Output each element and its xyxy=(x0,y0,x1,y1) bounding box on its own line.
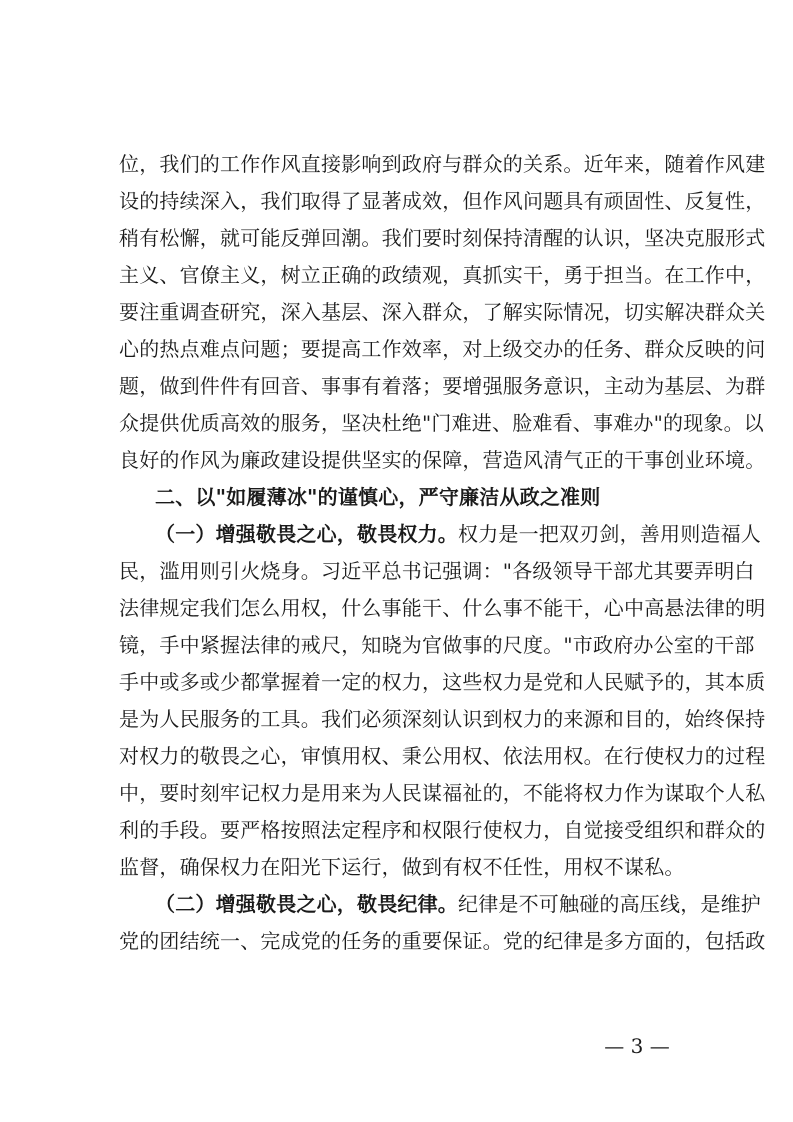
page-number: — 3 — xyxy=(604,1034,670,1058)
text-line: 手中或多或少都掌握着一定的权力，这些权力是党和人民赋予的，其本质 xyxy=(119,670,766,694)
text-line: 民，滥用则引火烧身。习近平总书记强调："各级领导干部尤其要弄明白 xyxy=(119,559,755,583)
text-line: 对权力的敬畏之心，审慎用权、秉公用权、依法用权。在行使权力的过程 xyxy=(119,744,766,768)
text-line: 党的团结统一、完成党的任务的重要保证。党的纪律是多方面的，包括政 xyxy=(119,929,766,953)
text-line: 众提供优质高效的服务，坚决杜绝"门难进、脸难看、事难办"的现象。以 xyxy=(119,411,764,435)
text-line: 心的热点难点问题；要提高工作效率，对上级交办的任务、群众反映的问 xyxy=(119,337,766,361)
text-line: 设的持续深入，我们取得了显著成效，但作风问题具有顽固性、反复性， xyxy=(119,189,766,213)
text-line: 主义、官僚主义，树立正确的政绩观，真抓实干，勇于担当。在工作中， xyxy=(119,263,766,287)
text-line: 良好的作风为廉政建设提供坚实的保障，营造风清气正的干事创业环境。 xyxy=(119,448,766,472)
section-heading: 二、以"如履薄冰"的谨慎心，严守廉洁从政之准则 xyxy=(155,485,601,509)
text-line: 稍有松懈，就可能反弹回潮。我们要时刻保持清醒的认识，坚决克服形式 xyxy=(119,226,766,250)
text-line: 是为人民服务的工具。我们必须深刻认识到权力的来源和目的，始终保持 xyxy=(119,707,766,731)
text-span: 纪律是不可触碰的高压线，是维护 xyxy=(458,892,761,916)
subsection-label: （一）增强敬畏之心，敬畏权力。 xyxy=(155,522,458,546)
subsection-first-line xyxy=(119,886,761,923)
subsection-label: （二）增强敬畏之心，敬畏纪律。 xyxy=(155,892,458,916)
subsection-first-line xyxy=(119,516,761,553)
text-line: 中，要时刻牢记权力是用来为人民谋福祉的，不能将权力作为谋取个人私 xyxy=(119,781,766,805)
text-span: 权力是一把双刃剑，善用则造福人 xyxy=(458,522,761,546)
text-line: 位，我们的工作作风直接影响到政府与群众的关系。近年来，随着作风建 xyxy=(119,152,766,176)
body-text xyxy=(119,146,766,960)
text-line: 利的手段。要严格按照法定程序和权限行使权力，自觉接受组织和群众的 xyxy=(119,818,766,842)
text-line: 镜，手中紧握法律的戒尺，知晓为官做事的尺度。"市政府办公室的干部 xyxy=(119,633,755,657)
text-line: 要注重调查研究，深入基层、深入群众，了解实际情况，切实解决群众关 xyxy=(119,300,766,324)
text-line: 法律规定我们怎么用权，什么事能干、什么事不能干，心中高悬法律的明 xyxy=(119,596,766,620)
text-line: 题，做到件件有回音、事事有着落；要增强服务意识，主动为基层、为群 xyxy=(119,374,766,398)
text-line: 监督，确保权力在阳光下运行，做到有权不任性，用权不谋私。 xyxy=(119,855,685,879)
